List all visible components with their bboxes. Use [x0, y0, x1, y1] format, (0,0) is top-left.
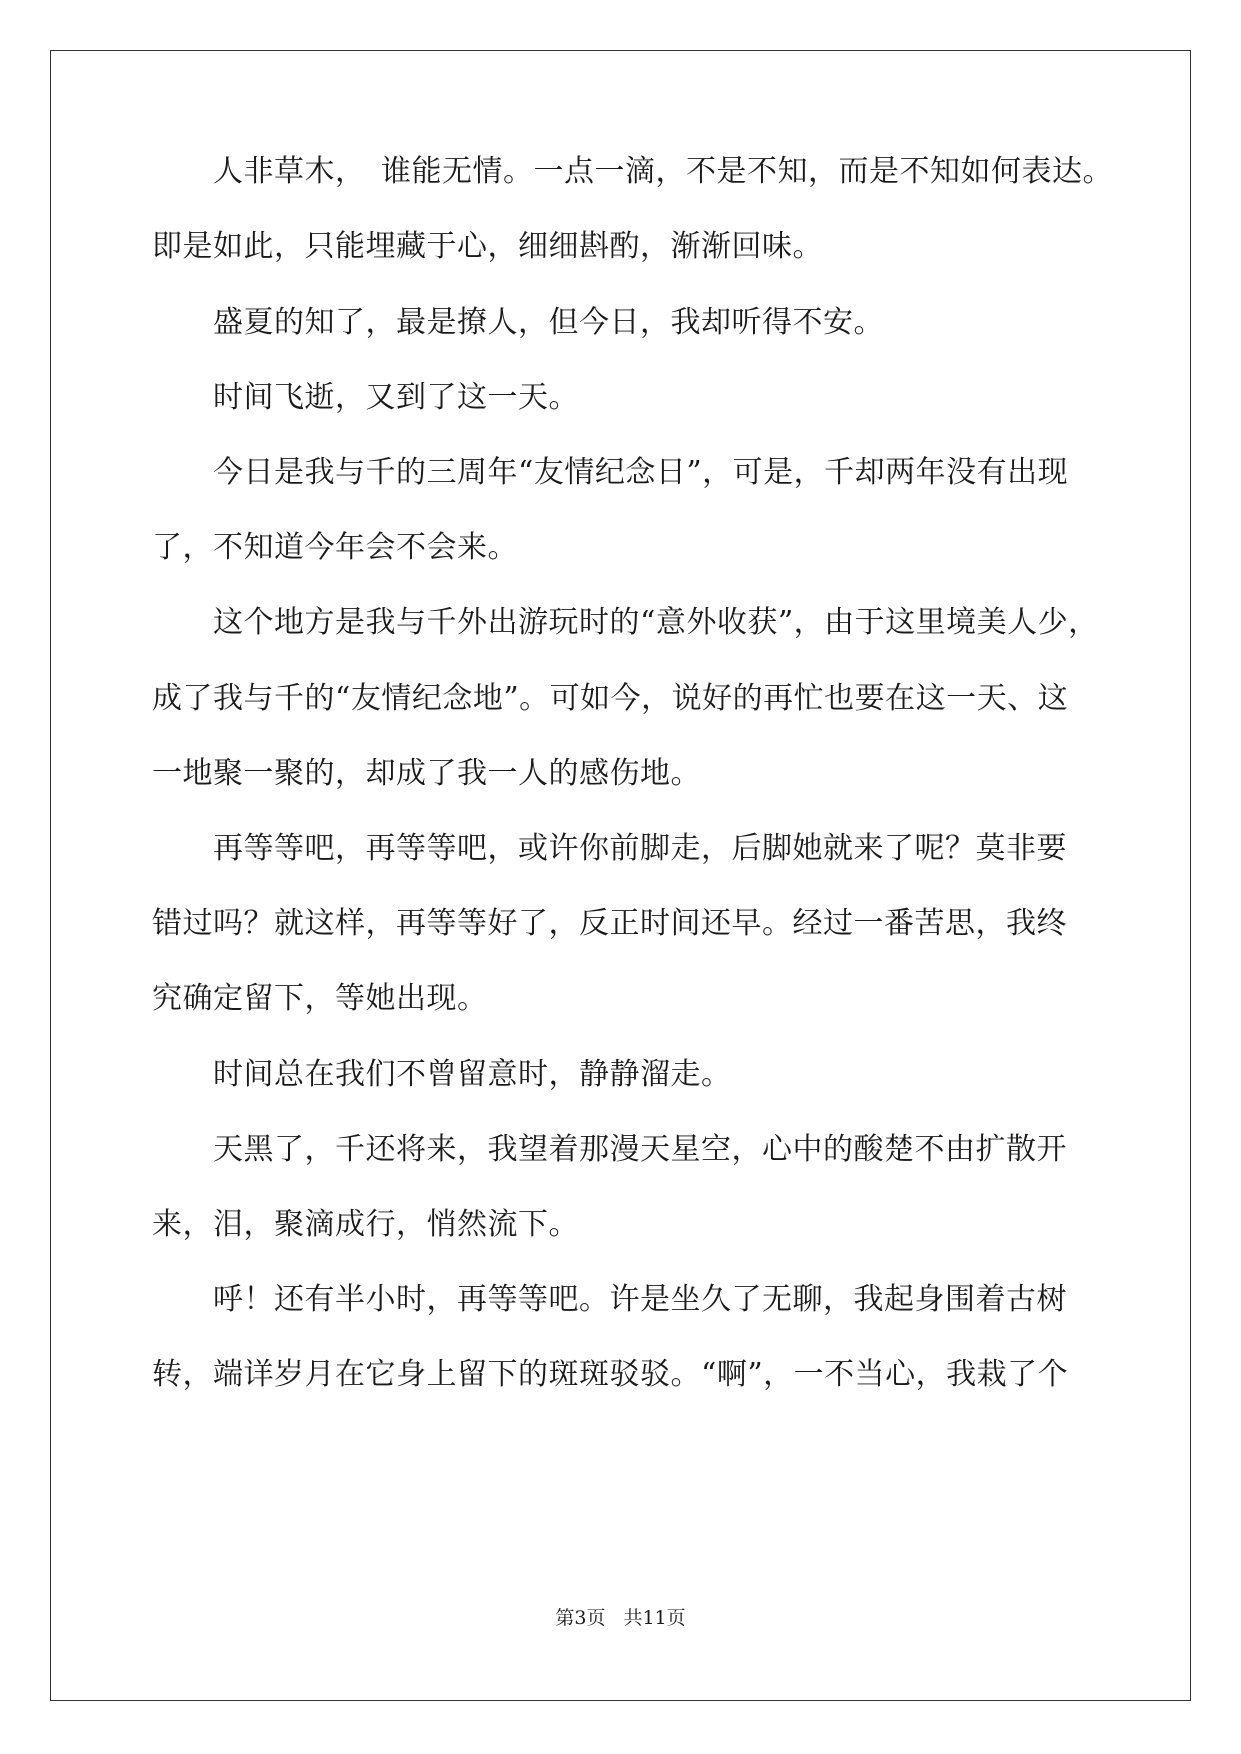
text-line: 人非草木， 谁能无情。一点一滴，不是不知，而是不知如何表达。: [152, 154, 1113, 189]
text-line: 天黑了，千还将来，我望着那漫天星空，心中的酸楚不由扩散开: [152, 1132, 1067, 1167]
text-line: 盛夏的知了，最是撩人，但今日，我却听得不安。: [152, 305, 884, 340]
text-line: 这个地方是我与千外出游玩时的“意外收获”，由于这里境美人少，: [152, 605, 1099, 640]
text-line: 错过吗？就这样，再等等好了，反正时间还早。经过一番苦思，我终: [152, 906, 1067, 941]
text-line: 成了我与千的“友情纪念地”。可如今，说好的再忙也要在这一天、这: [152, 681, 1069, 716]
text-line: 究确定留下，等她出现。: [152, 981, 488, 1016]
text-line: 呼！还有半小时，再等等吧。许是坐久了无聊，我起身围着古树: [152, 1282, 1067, 1317]
text-line: 时间总在我们不曾留意时，静静溜走。: [152, 1057, 732, 1092]
page-frame: [50, 50, 1191, 1701]
page-footer: [0, 1606, 1241, 1630]
text-line: 来，泪，聚滴成行，悄然流下。: [152, 1207, 579, 1242]
text-line: 转，端详岁月在它身上留下的斑斑驳驳。“啊”，一不当心，我栽了个: [152, 1357, 1069, 1392]
text-line: 了，不知道今年会不会来。: [152, 530, 518, 565]
text-line: 再等等吧，再等等吧，或许你前脚走，后脚她就来了呢？莫非要: [152, 831, 1067, 866]
text-line: 时间飞逝，又到了这一天。: [152, 380, 579, 415]
text-line: 一地聚一聚的，却成了我一人的感伤地。: [152, 756, 701, 791]
page-total: 共11页: [623, 1607, 686, 1629]
text-line: 即是如此，只能埋藏于心，细细斟酌，渐渐回味。: [152, 229, 823, 264]
text-line: 今日是我与千的三周年“友情纪念日”，可是，千却两年没有出现: [152, 455, 1069, 490]
page-number: 第3页: [555, 1607, 606, 1629]
